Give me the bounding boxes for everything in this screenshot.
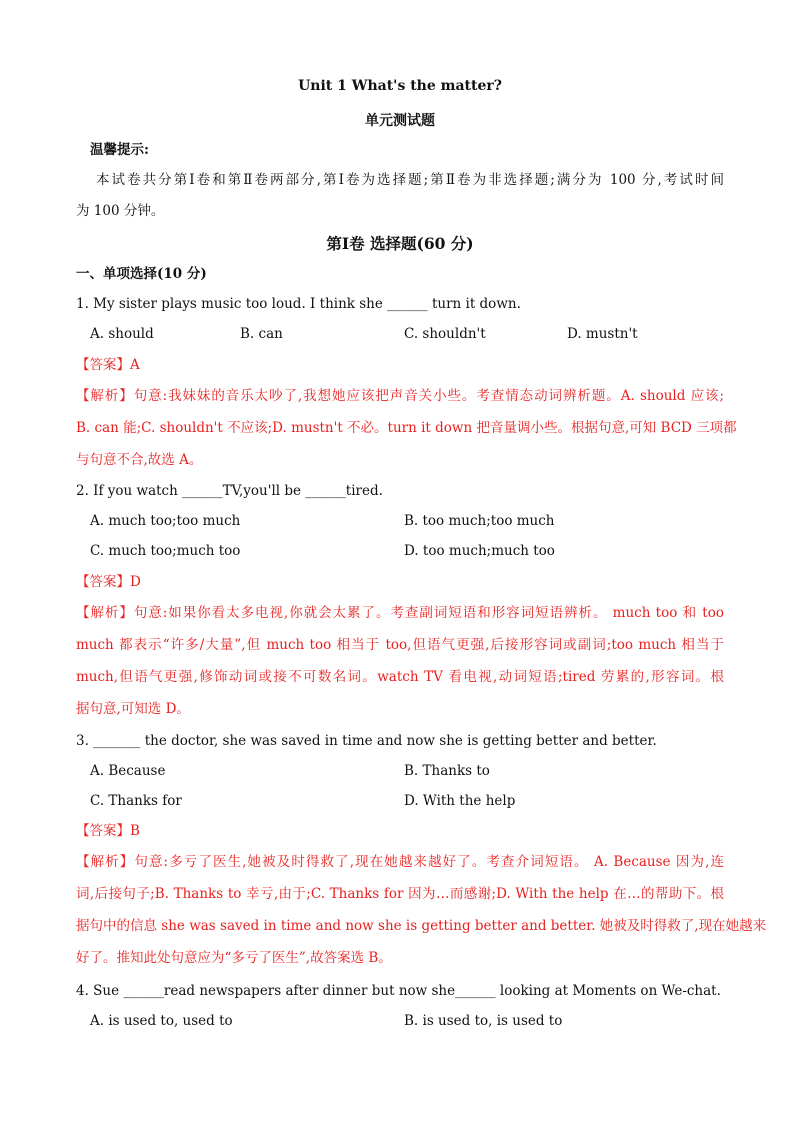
q3-analysis-line-3: 据句中的信息 she was saved in time and now she is getting better and better. 她被及时得救了,现在她越来: [76, 918, 767, 934]
q2-option-c: C. much too;much too: [90, 543, 241, 559]
q2-analysis-line-1: 【解析】句意:如果你看太多电视,你就会太累了。考查副词短语和形容词短语辨析。 much too 和 too: [76, 605, 724, 621]
tip-line-2: 为 100 分钟。: [76, 203, 165, 219]
q3-option-a: A. Because: [90, 763, 166, 779]
q2-option-b: B. too much;too much: [404, 513, 555, 529]
q1-option-a: A. should: [90, 326, 154, 342]
q1-analysis-line-3: 与句意不合,故选 A。: [76, 452, 203, 468]
tip-line-1: 本试卷共分第Ⅰ卷和第Ⅱ卷两部分,第Ⅰ卷为选择题;第Ⅱ卷为非选择题;满分为 100 分,考试时间: [96, 172, 724, 188]
question-2-stem: 2. If you watch ______TV,you'll be ______tired.: [76, 483, 383, 499]
q4-option-b: B. is used to, is used to: [404, 1013, 563, 1029]
q2-option-a: A. much too;too much: [90, 513, 241, 529]
q1-answer: 【答案】A: [76, 357, 140, 373]
q1-analysis-line-1: 【解析】句意:我妹妹的音乐太吵了,我想她应该把声音关小些。考查情态动词辨析题。A. should 应该;: [76, 388, 724, 404]
document-title: Unit 1 What's the matter?: [298, 78, 502, 94]
question-1-stem: 1. My sister plays music too loud. I think she ______ turn it down.: [76, 296, 521, 312]
tip-label: 温馨提示:: [90, 142, 149, 158]
q2-answer: 【答案】D: [76, 574, 141, 590]
question-3-stem: 3. _______ the doctor, she was saved in time and now she is getting better and better.: [76, 733, 657, 749]
q3-option-d: D. With the help: [404, 793, 516, 809]
q2-analysis-line-2: much 都表示“许多/大量”,但 much too 相当于 too,但语气更强,后接形容词或副词;too much 相当于: [76, 637, 724, 653]
q2-analysis-line-4: 据句意,可知选 D。: [76, 701, 190, 717]
part1-heading: 第Ⅰ卷 选择题(60 分): [326, 234, 474, 253]
question-4-stem: 4. Sue ______read newspapers after dinner but now she______ looking at Moments on We-chat.: [76, 983, 721, 999]
q2-analysis-line-3: much,但语气更强,修饰动词或接不可数名词。watch TV 看电视,动词短语;tired 劳累的,形容词。根: [76, 669, 724, 685]
q1-option-d: D. mustn't: [567, 326, 638, 342]
q1-analysis-line-2: B. can 能;C. shouldn't 不应该;D. mustn't 不必。turn it down 把音量调小些。根据句意,可知 BCD 三项都: [76, 420, 737, 436]
section1-heading: 一、单项选择(10 分): [76, 266, 207, 282]
q3-option-b: B. Thanks to: [404, 763, 490, 779]
q1-option-b: B. can: [240, 326, 283, 342]
q1-option-c: C. shouldn't: [404, 326, 486, 342]
q3-answer: 【答案】B: [76, 823, 140, 839]
q3-option-c: C. Thanks for: [90, 793, 182, 809]
q3-analysis-line-4: 好了。推知此处句意应为“多亏了医生”,故答案选 B。: [76, 950, 392, 966]
q4-option-a: A. is used to, used to: [90, 1013, 233, 1029]
q3-analysis-line-2: 词,后接句子;B. Thanks to 幸亏,由于;C. Thanks for 因为…而感谢;D. With the help 在…的帮助下。根: [76, 886, 724, 902]
q3-analysis-line-1: 【解析】句意:多亏了医生,她被及时得救了,现在她越来越好了。考查介词短语。 A. Because 因为,连: [76, 854, 724, 870]
q2-option-d: D. too much;much too: [404, 543, 555, 559]
document-subtitle: 单元测试题: [365, 113, 435, 129]
